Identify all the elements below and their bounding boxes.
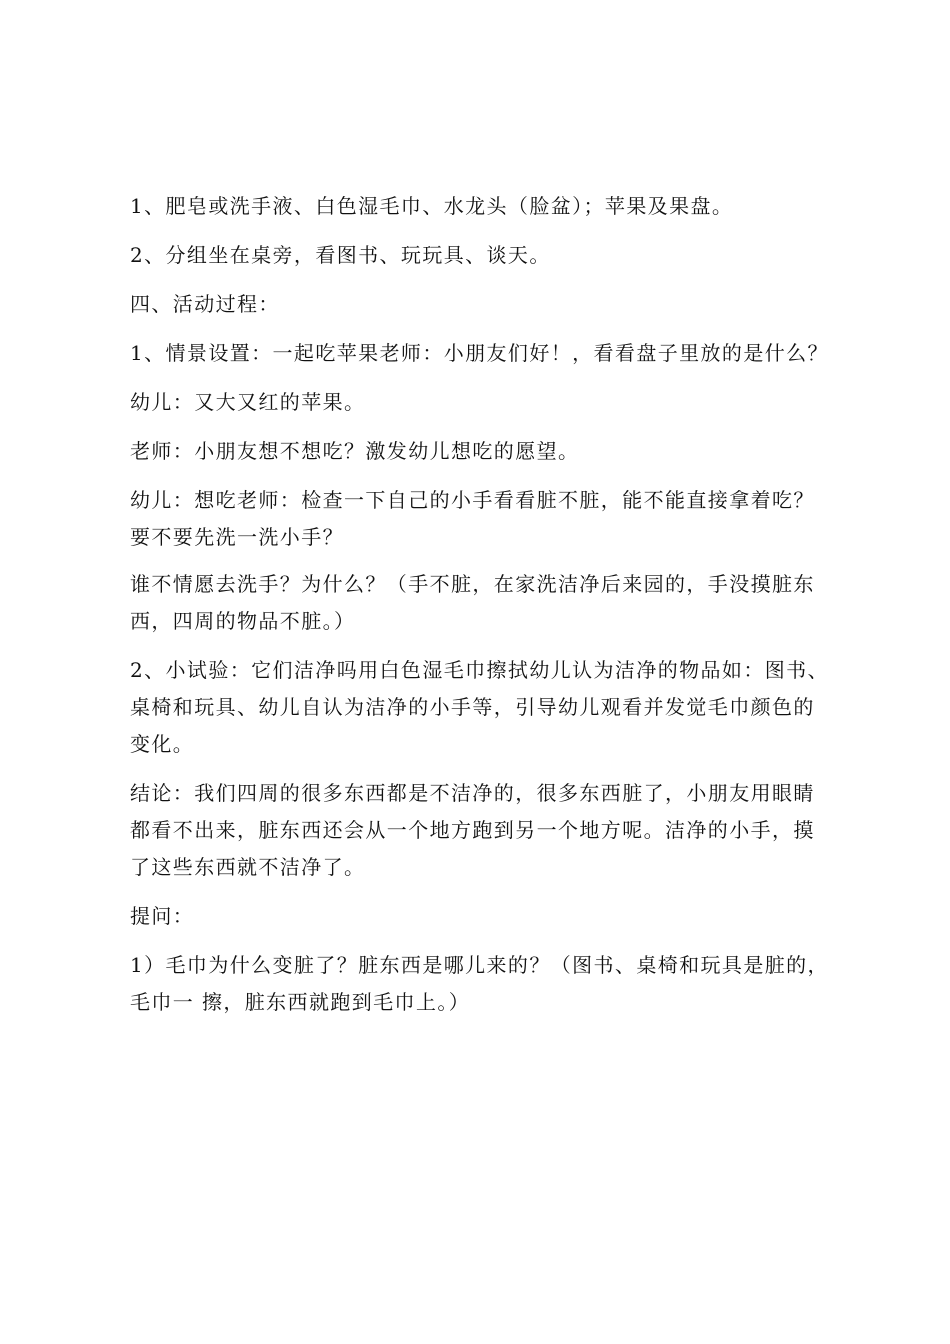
paragraph-child-answer-1: 幼儿：又大又红的苹果。 <box>130 390 366 414</box>
paragraph-question-1: 1）毛巾为什么变脏了？脏东西是哪儿来的？（图书、桌椅和玩具是脏的，毛巾一 擦，脏东西就跑到毛巾上。） <box>130 953 829 1014</box>
paragraph-teacher-question: 老师：小朋友想不想吃？激发幼儿想吃的愿望。 <box>130 439 580 463</box>
paragraph-scenario: 1、情景设置：一起吃苹果老师：小朋友们好！，看看盘子里放的是什么？ <box>130 341 829 365</box>
document-body <box>130 188 834 1033</box>
paragraph-materials-1: 1、肥皂或洗手液、白色湿毛巾、水龙头（脸盆）；苹果及果盘。 <box>130 194 734 218</box>
section-heading-activity-process: 四、活动过程： <box>130 292 280 316</box>
paragraph-who-unwilling: 谁不情愿去洗手？为什么？（手不脏，在家洗洁净后来园的，手没摸脏东西，四周的物品不脏。） <box>130 572 815 633</box>
paragraph-conclusion: 结论：我们四周的很多东西都是不洁净的，很多东西脏了，小朋友用眼睛都看不出来，脏东西还会从一个地方跑到另一个地方呢。洁净的小手，摸了这些东西就不洁净了。 <box>130 781 815 879</box>
paragraph-experiment: 2、小试验：它们洁净吗用白色湿毛巾擦拭幼儿认为洁净的物品如：图书、桌椅和玩具、幼儿自认为洁净的小手等，引导幼儿观看并发觉毛巾颜色的变化。 <box>130 658 829 756</box>
paragraph-questions-heading: 提问： <box>130 904 195 928</box>
paragraph-materials-2: 2、分组坐在桌旁，看图书、玩玩具、谈天。 <box>130 243 551 267</box>
paragraph-child-answer-2: 幼儿：想吃老师：检查一下自己的小手看看脏不脏，能不能直接拿着吃？要不要先洗一洗小手？ <box>130 488 815 549</box>
